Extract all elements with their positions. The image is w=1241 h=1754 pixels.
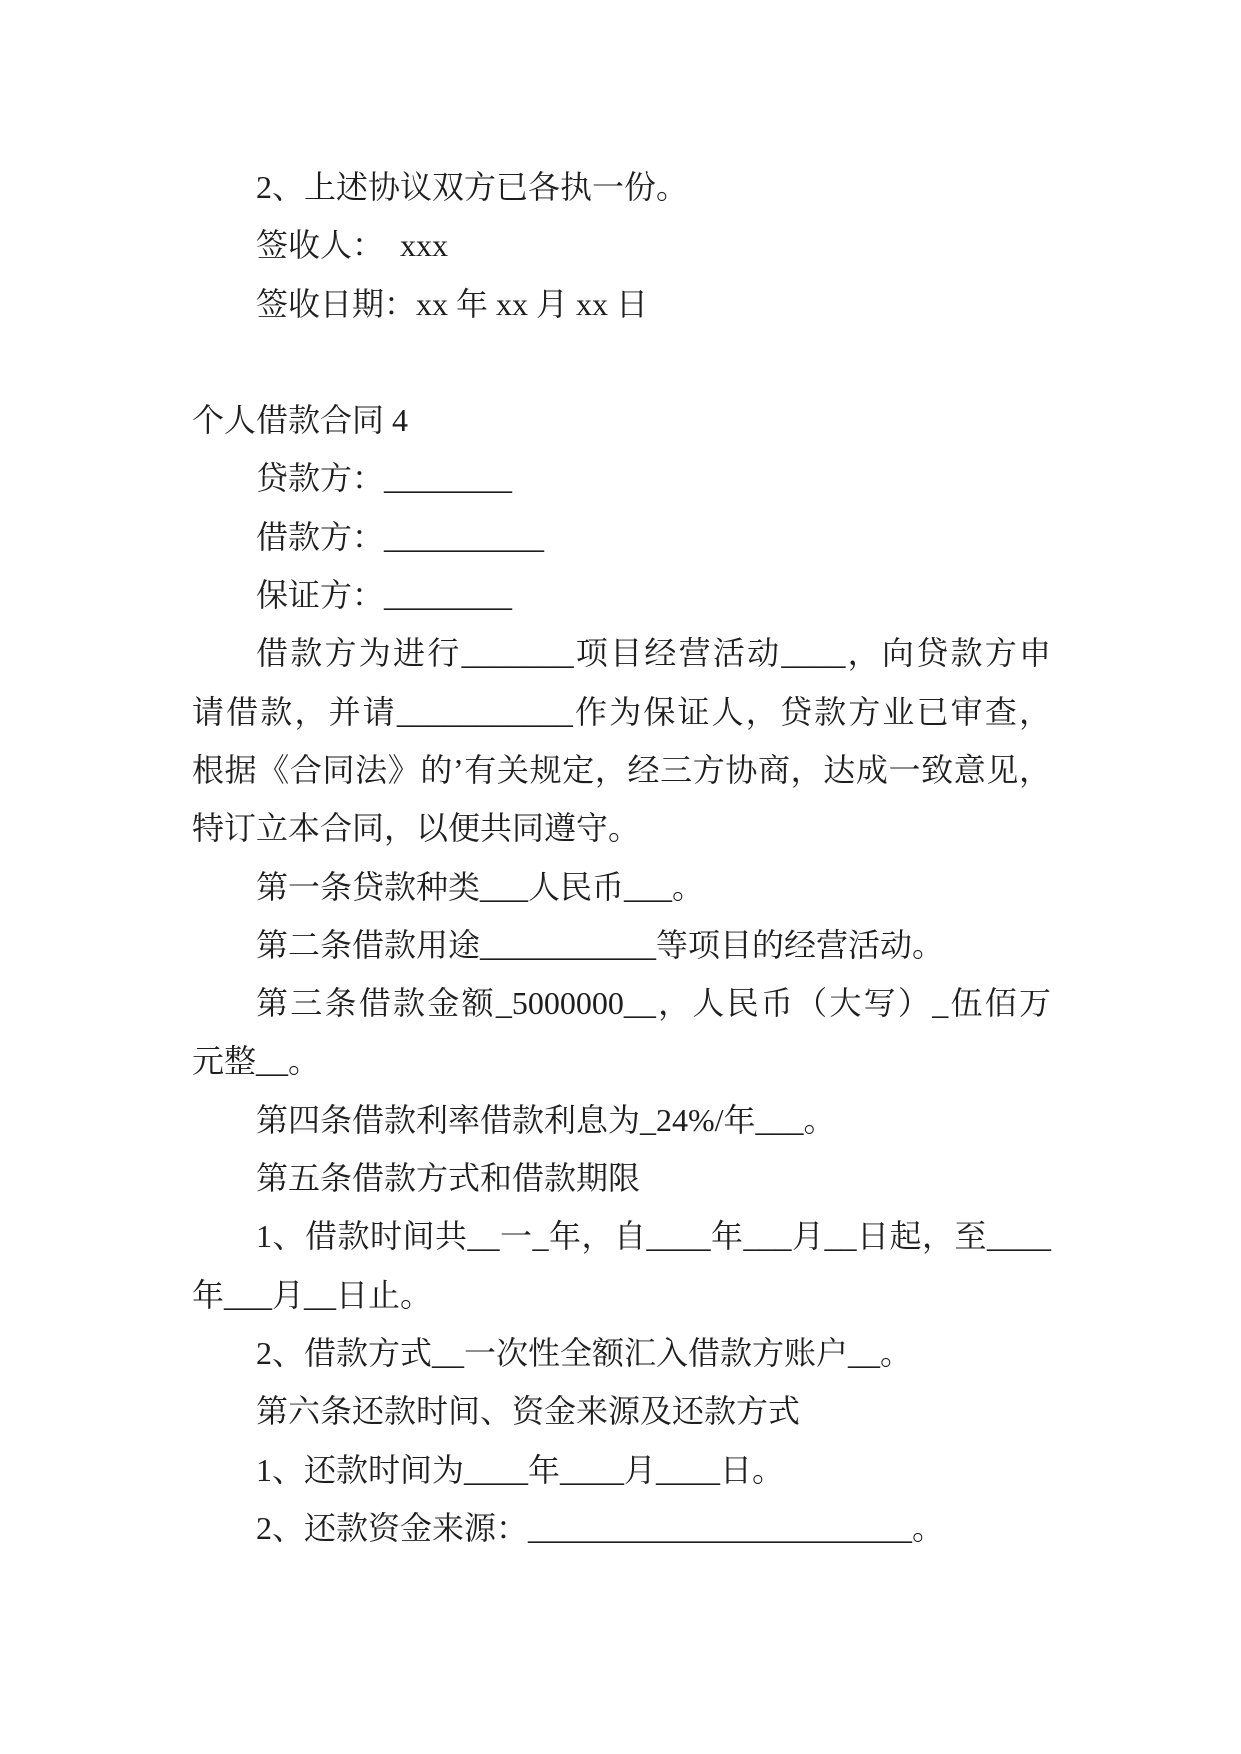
signer-line: 签收人： xxx — [256, 227, 449, 264]
borrower-line: 借款方：__________ — [256, 518, 545, 555]
contract-title: 个人借款合同 4 — [192, 402, 409, 439]
preamble-line-2: 请借款，并请___________作为保证人，贷款方业已审查， — [192, 693, 1051, 730]
article-2-line: 第二条借款用途___________等项目的经营活动。 — [256, 926, 945, 963]
article-6-heading: 第六条还款时间、资金来源及还款方式 — [256, 1393, 801, 1430]
preamble-line-4: 特订立本合同，以便共同遵守。 — [192, 810, 641, 847]
lender-line: 贷款方：________ — [256, 460, 513, 497]
sign-date-line: 签收日期：xx 年 xx 月 xx 日 — [256, 285, 649, 322]
preamble-line-3: 根据《合同法》的’有关规定，经三方协商，达成一致意见， — [192, 751, 1051, 788]
article-5-heading: 第五条借款方式和借款期限 — [256, 1160, 641, 1197]
article-1-line: 第一条贷款种类___人民币___。 — [256, 868, 705, 905]
article-5-item-1-paragraph — [192, 1207, 1051, 1324]
article-5-item-2-line: 2、借款方式__一次性全额汇入借款方账户__。 — [256, 1334, 913, 1371]
article-3-paragraph — [192, 974, 1051, 1091]
article-4-line: 第四条借款利率借款利息为_24%/年___。 — [256, 1101, 836, 1138]
document-body — [192, 158, 1051, 1557]
blank-line — [192, 333, 1051, 391]
preamble-line-1: 借款方为进行_______项目经营活动____，向贷款方申 — [256, 635, 1051, 672]
receipt-clause-2-line: 2、上述协议双方已各执一份。 — [256, 169, 689, 205]
article-6-item-2-line: 2、还款资金来源：________________________。 — [256, 1509, 945, 1546]
article-6-item-1-line: 1、还款时间为____年____月____日。 — [256, 1451, 785, 1488]
article-3-line-1: 第三条借款金额_5000000__，人民币（大写）_伍佰万 — [256, 985, 1051, 1022]
article-3-line-2: 元整__。 — [192, 1043, 321, 1080]
article-5-item-1-line-1: 1、借款时间共__一_年，自____年___月__日起，至____ — [256, 1218, 1051, 1255]
article-5-item-1-line-2: 年___月__日止。 — [192, 1276, 433, 1313]
guarantor-line: 保证方：________ — [256, 577, 513, 614]
preamble-paragraph — [192, 624, 1051, 857]
